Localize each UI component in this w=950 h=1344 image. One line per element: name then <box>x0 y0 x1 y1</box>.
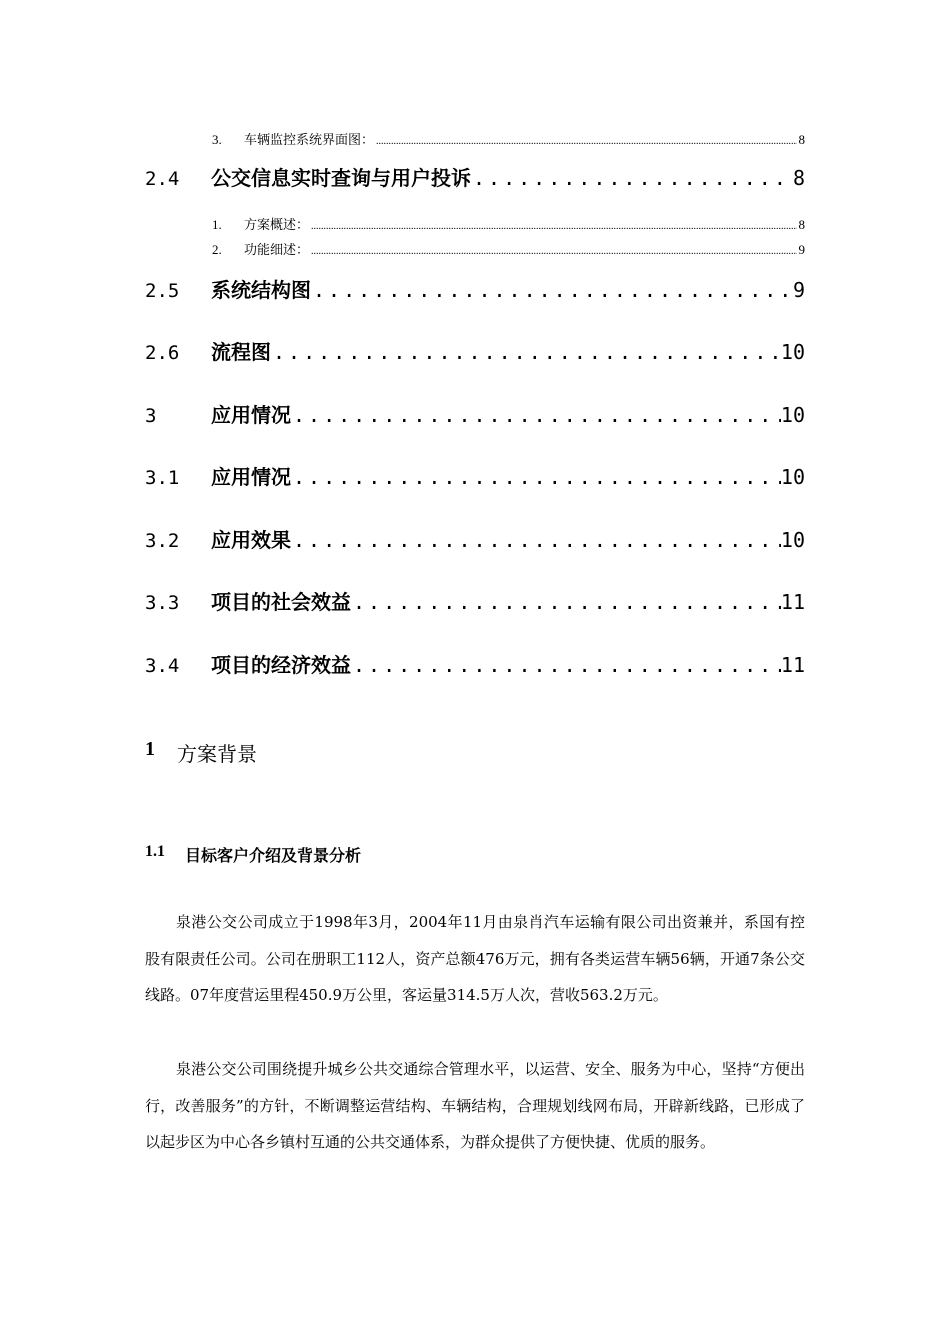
section-heading-number: 1 <box>145 738 155 760</box>
toc-dot-leader <box>293 403 781 427</box>
toc-section-entry[interactable] <box>145 162 805 192</box>
toc-section-page: 10 <box>780 340 805 364</box>
toc-entry-page: 8 <box>798 132 805 147</box>
toc-section-entry[interactable] <box>145 649 805 679</box>
toc-section-title: 应用效果 <box>211 528 291 552</box>
toc-section-entry[interactable] <box>145 461 805 491</box>
body-paragraph: 泉港公交公司成立于1998年3月，2004年11月由泉肖汽车运输有限公司出资兼并，系国有控股有限责任公司。公司在册职工112人，资产总额476万元，拥有各类运营车辆56辆，开通7条公交线路。07年度营运里程450.9万公里，客运量314.5万人次，营收563.2万元。 <box>145 913 805 1004</box>
toc-section-number: 3.2 <box>145 530 180 552</box>
toc-section-number: 2.4 <box>145 168 180 190</box>
toc-entry[interactable] <box>212 129 805 147</box>
toc-section-number: 3 <box>145 405 157 427</box>
toc-dot-leader <box>353 590 781 614</box>
toc-dot-leader <box>313 278 793 302</box>
toc-section-title: 项目的社会效益 <box>211 590 351 614</box>
toc-entry-title: 功能细述： <box>244 243 310 258</box>
toc-section-page: 8 <box>792 166 805 190</box>
toc-section-entry[interactable] <box>145 274 805 304</box>
toc-section-page: 10 <box>780 528 805 552</box>
toc-section-number: 3.1 <box>145 467 180 489</box>
toc-section-title: 项目的经济效益 <box>211 653 351 677</box>
toc-section-page: 10 <box>780 403 805 427</box>
toc-entry-page: 8 <box>798 217 805 232</box>
toc-section-title: 公交信息实时查询与用户投诉 <box>211 166 471 190</box>
toc-section-title: 流程图 <box>211 340 271 364</box>
toc-entry-number: 1. <box>212 217 222 232</box>
toc-dot-leader <box>311 246 796 257</box>
toc-section-entry[interactable] <box>145 586 805 616</box>
toc-entry-title: 车辆监控系统界面图： <box>244 133 375 148</box>
toc-dot-leader <box>353 653 781 677</box>
section-heading <box>145 738 257 767</box>
toc-entry[interactable] <box>212 239 805 257</box>
toc-dot-leader <box>311 221 796 232</box>
toc-section-title: 系统结构图 <box>211 278 311 302</box>
toc-section-page: 10 <box>780 465 805 489</box>
toc-entry-number: 2. <box>212 242 222 257</box>
toc-section-number: 2.5 <box>145 280 180 302</box>
toc-section-page: 11 <box>780 590 805 614</box>
toc-section-number: 3.4 <box>145 655 180 677</box>
toc-dot-leader <box>473 166 793 190</box>
toc-section-entry[interactable] <box>145 524 805 554</box>
toc-dot-leader <box>293 465 781 489</box>
toc-section-entry[interactable] <box>145 399 805 429</box>
toc-dot-leader <box>376 136 796 147</box>
toc-entry[interactable] <box>212 214 805 232</box>
subsection-heading <box>145 843 361 866</box>
toc-section-number: 3.3 <box>145 592 180 614</box>
toc-section-page: 9 <box>792 278 805 302</box>
toc-entry-number: 3. <box>212 132 222 147</box>
subsection-heading-title: 目标客户介绍及背景分析 <box>185 846 362 865</box>
toc-section-page: 11 <box>780 653 805 677</box>
toc-section-entry[interactable] <box>145 336 805 366</box>
toc-section-title: 应用情况 <box>211 403 291 427</box>
subsection-heading-number: 1.1 <box>145 843 165 860</box>
toc-dot-leader <box>293 528 781 552</box>
section-heading-title: 方案背景 <box>177 742 257 766</box>
body-paragraph: 泉港公交公司围绕提升城乡公共交通综合管理水平，以运营、安全、服务为中心，坚持“方便出行，改善服务”的方针，不断调整运营结构、车辆结构，合理规划线网布局，开辟新线路，已形成了以起步区为中心各乡镇村互通的公共交通体系，为群众提供了方便快捷、优质的服务。 <box>145 1060 805 1151</box>
toc-entry-page: 9 <box>798 242 805 257</box>
toc-section-title: 应用情况 <box>211 465 291 489</box>
toc-entry-title: 方案概述： <box>244 218 310 233</box>
toc-section-number: 2.6 <box>145 342 180 364</box>
toc-dot-leader <box>273 340 781 364</box>
